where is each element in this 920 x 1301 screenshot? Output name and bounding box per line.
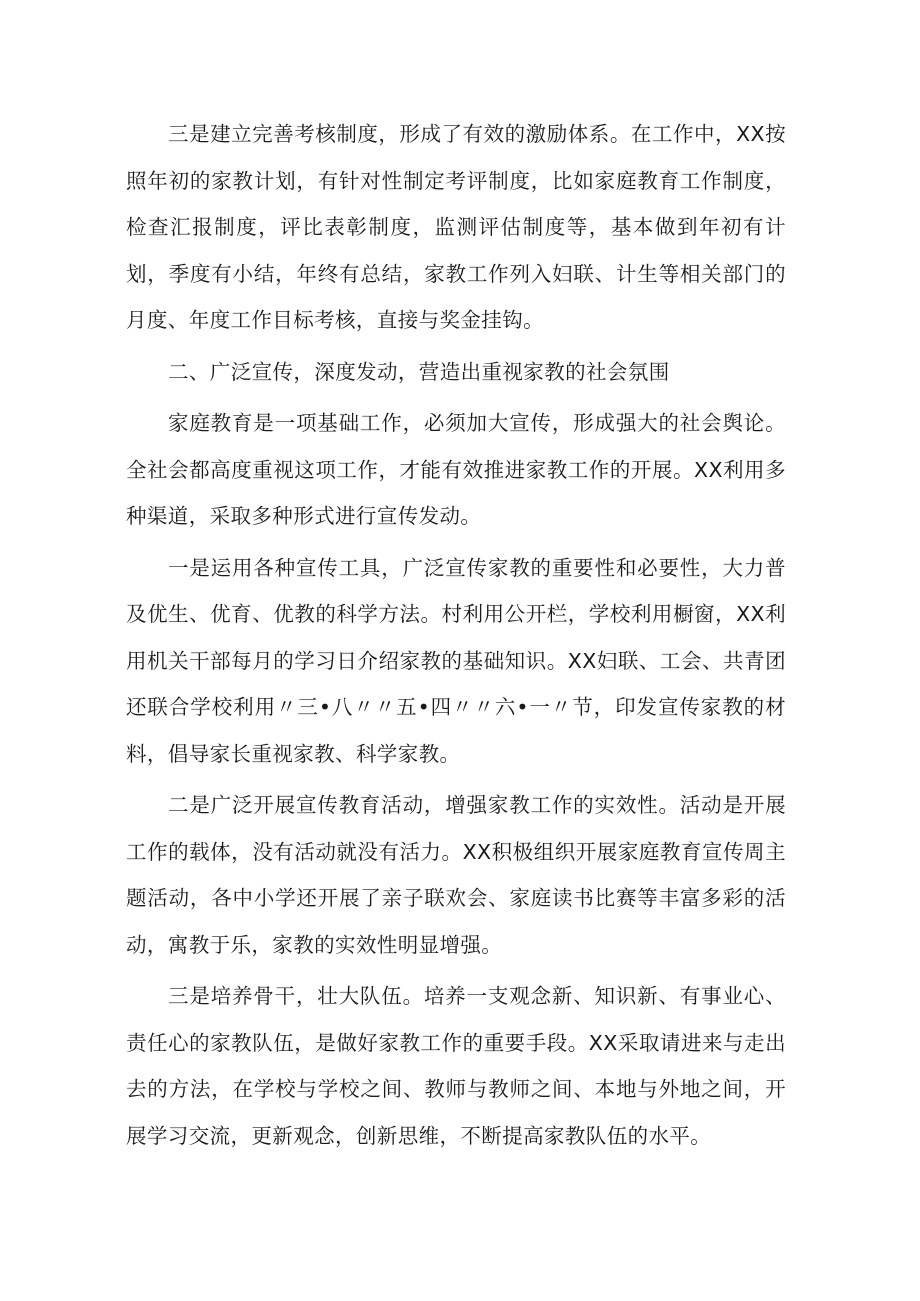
section-heading-publicity: 二、广泛宣传，深度发动，营造出重视家教的社会氛围 bbox=[168, 359, 670, 384]
paragraph-education-activities: 二是广泛开展宣传教育活动，增强家教工作的实效性。活动是开展工作的载体，没有活动就没有活力。XX积极组织开展家庭教育宣传周主题活动，各中小学还开展了亲子联欢会、家庭读书比赛等丰富多彩的活动，寓教于乐，家教的实效性明显增强。 bbox=[126, 793, 786, 957]
document-body bbox=[126, 111, 786, 1164]
paragraph-publicity-tools: 一是运用各种宣传工具，广泛宣传家教的重要性和必要性，大力普及优生、优育、优教的科学方法。村利用公开栏，学校利用橱窗，XX利用机关干部每月的学习日介绍家教的基础知识。XX妇联、工会、共青团还联合学校利用〃三•八〃〃五•四〃〃六•一〃节，印发宣传家教的材料，倡导家长重视家教、科学家教。 bbox=[126, 555, 786, 766]
paragraph-family-education-intro: 家庭教育是一项基础工作，必须加大宣传，形成强大的社会舆论。全社会都高度重视这项工作，才能有效推进家教工作的开展。XX利用多种渠道，采取多种形式进行宣传发动。 bbox=[126, 411, 786, 528]
paragraph-assessment-system: 三是建立完善考核制度，形成了有效的激励体系。在工作中，XX按照年初的家教计划，有针对性制定考评制度，比如家庭教育工作制度，检查汇报制度，评比表彰制度，监测评估制度等，基本做到年初有计划，季度有小结，年终有总结，家教工作列入妇联、计生等相关部门的月度、年度工作目标考核，直接与奖金挂钩。 bbox=[126, 122, 786, 332]
paragraph-training-backbone: 三是培养骨干，壮大队伍。培养一支观念新、知识新、有事业心、责任心的家教队伍，是做好家教工作的重要手段。XX采取请进来与走出去的方法，在学校与学校之间、教师与教师之间、本地与外地之间，开展学习交流，更新观念，创新思维，不断提高家教队伍的水平。 bbox=[126, 984, 786, 1148]
